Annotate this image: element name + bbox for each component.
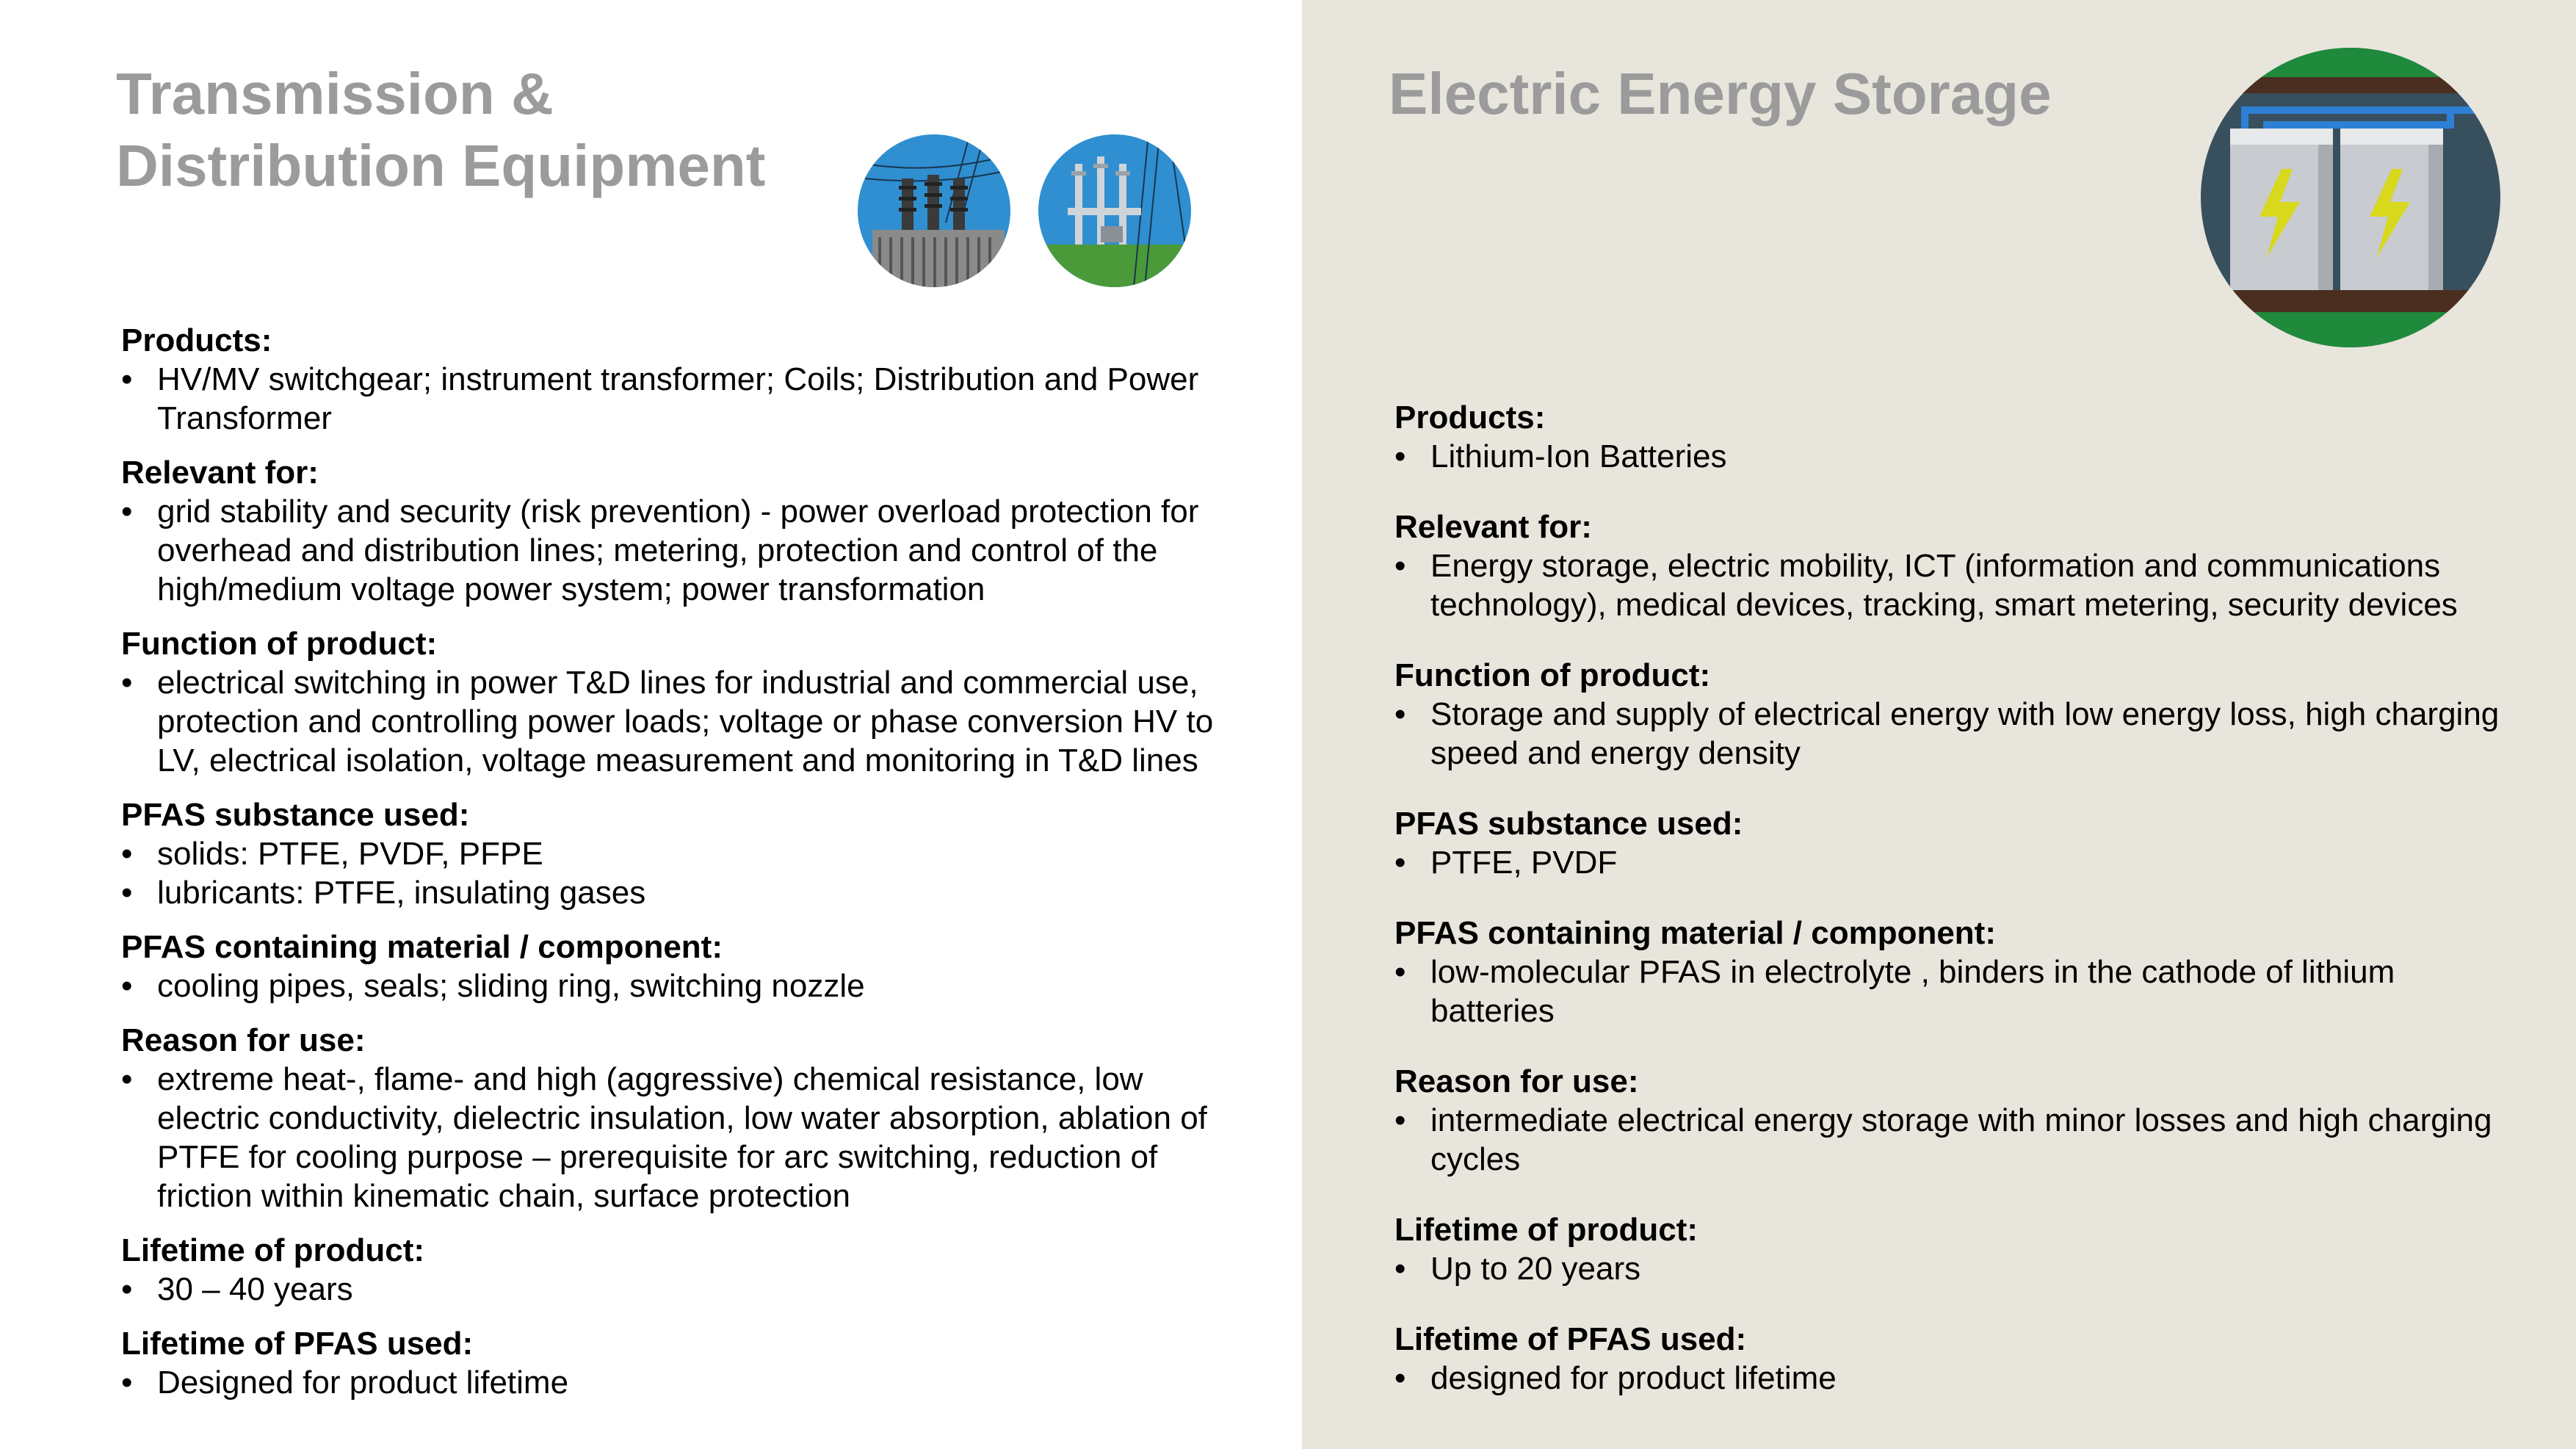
section-heading: Products:: [121, 322, 272, 358]
section-lifetime-pfas: [121, 1324, 1223, 1402]
section-lifetime-pfas: [1394, 1320, 2511, 1398]
bullet-list: [1394, 695, 2511, 773]
section-heading: Lifetime of PFAS used:: [1394, 1321, 1747, 1357]
bullet-item: • extreme heat-, flame- and high (aggressive) chemical resistance, low electric conductivity, dielectric insulation, low water absorption, ablation of PTFE for cooling purpose – prerequisite for arc switching, reduction of friction within kinematic chain, surface protection: [121, 1060, 1223, 1215]
section-lifetime-product: [121, 1231, 1223, 1309]
bullet-item: • cooling pipes, seals; sliding ring, switching nozzle: [121, 966, 1223, 1005]
section-pfas-substance: [121, 795, 1223, 912]
left-title: Transmission & Distribution Equipment: [116, 61, 766, 198]
section-heading: Reason for use:: [1394, 1063, 1639, 1099]
section-heading: Lifetime of PFAS used:: [121, 1326, 474, 1362]
section-pfas-material: [1394, 914, 2511, 1030]
section-pfas-material: [121, 928, 1223, 1005]
section-heading: Products:: [1394, 400, 1546, 436]
section-reason: [121, 1021, 1223, 1215]
bullet-list: [1394, 1249, 2511, 1288]
bullet-item: • intermediate electrical energy storage with minor losses and high charging cycles: [1394, 1101, 2511, 1179]
bullet-list: [121, 834, 1223, 912]
transformer-icon: [858, 134, 1010, 287]
section-products: [1394, 398, 2511, 476]
bullet-list: [121, 663, 1223, 780]
bullet-list: [121, 360, 1223, 438]
bullet-item: • solids: PTFE, PVDF, PFPE: [121, 834, 1223, 873]
section-heading: PFAS containing material / component:: [121, 929, 723, 965]
section-reason: [1394, 1062, 2511, 1179]
bullet-list: [121, 1270, 1223, 1309]
right-title: Electric Energy Storage: [1389, 61, 2052, 126]
bullet-list: [1394, 437, 2511, 476]
section-relevant-for: [1394, 507, 2511, 624]
bullet-item: • Up to 20 years: [1394, 1249, 2511, 1288]
bullet-item: • designed for product lifetime: [1394, 1359, 2511, 1398]
bullet-item: • Lithium-Ion Batteries: [1394, 437, 2511, 476]
bullet-item: • Energy storage, electric mobility, ICT (information and communications technology), medical devices, tracking, smart metering, security devices: [1394, 546, 2511, 624]
left-content: [121, 321, 1223, 1417]
bullet-item: • Designed for product lifetime: [121, 1363, 1223, 1402]
section-heading: Relevant for:: [1394, 509, 1592, 545]
section-heading: Function of product:: [1394, 657, 1711, 693]
section-relevant-for: [121, 453, 1223, 609]
section-function: [1394, 656, 2511, 773]
section-function: [121, 624, 1223, 780]
bullet-list: [1394, 953, 2511, 1030]
bullet-list: [1394, 1101, 2511, 1179]
bullet-list: [121, 1363, 1223, 1402]
bullet-item: • Storage and supply of electrical energy with low energy loss, high charging speed and energy density: [1394, 695, 2511, 773]
bullet-item: • low-molecular PFAS in electrolyte , binders in the cathode of lithium batteries: [1394, 953, 2511, 1030]
section-heading: Lifetime of product:: [121, 1232, 425, 1268]
bullet-item: • HV/MV switchgear; instrument transformer; Coils; Distribution and Power Transformer: [121, 360, 1223, 438]
section-heading: PFAS containing material / component:: [1394, 915, 1996, 951]
bullet-item: • lubricants: PTFE, insulating gases: [121, 873, 1223, 912]
section-heading: Relevant for:: [121, 455, 319, 491]
bullet-item: • PTFE, PVDF: [1394, 843, 2511, 882]
bullet-list: [121, 1060, 1223, 1215]
bullet-list: [121, 966, 1223, 1005]
bullet-item: • grid stability and security (risk prevention) - power overload protection for overhead and distribution lines; metering, protection and control of the high/medium voltage power system; power transformation: [121, 492, 1223, 609]
section-heading: PFAS substance used:: [1394, 806, 1743, 842]
right-panel: [1302, 0, 2576, 1449]
bullet-item: • 30 – 40 years: [121, 1270, 1223, 1309]
bullet-list: [1394, 843, 2511, 882]
bullet-item: • electrical switching in power T&D lines for industrial and commercial use, protection and controlling power loads; voltage or phase conversion HV to LV, electrical isolation, voltage measurement and monitoring in T&D lines: [121, 663, 1223, 780]
right-content: [1394, 398, 2511, 1429]
section-heading: Lifetime of product:: [1394, 1212, 1698, 1248]
section-heading: PFAS substance used:: [121, 797, 470, 833]
bullet-list: [1394, 546, 2511, 624]
battery-storage-icon: [2201, 48, 2500, 347]
substation-icon: [1038, 134, 1191, 287]
section-pfas-substance: [1394, 804, 2511, 882]
bullet-list: [1394, 1359, 2511, 1398]
section-heading: Reason for use:: [121, 1022, 366, 1058]
section-products: [121, 321, 1223, 438]
section-lifetime-product: [1394, 1210, 2511, 1288]
bullet-list: [121, 492, 1223, 609]
section-heading: Function of product:: [121, 626, 438, 662]
